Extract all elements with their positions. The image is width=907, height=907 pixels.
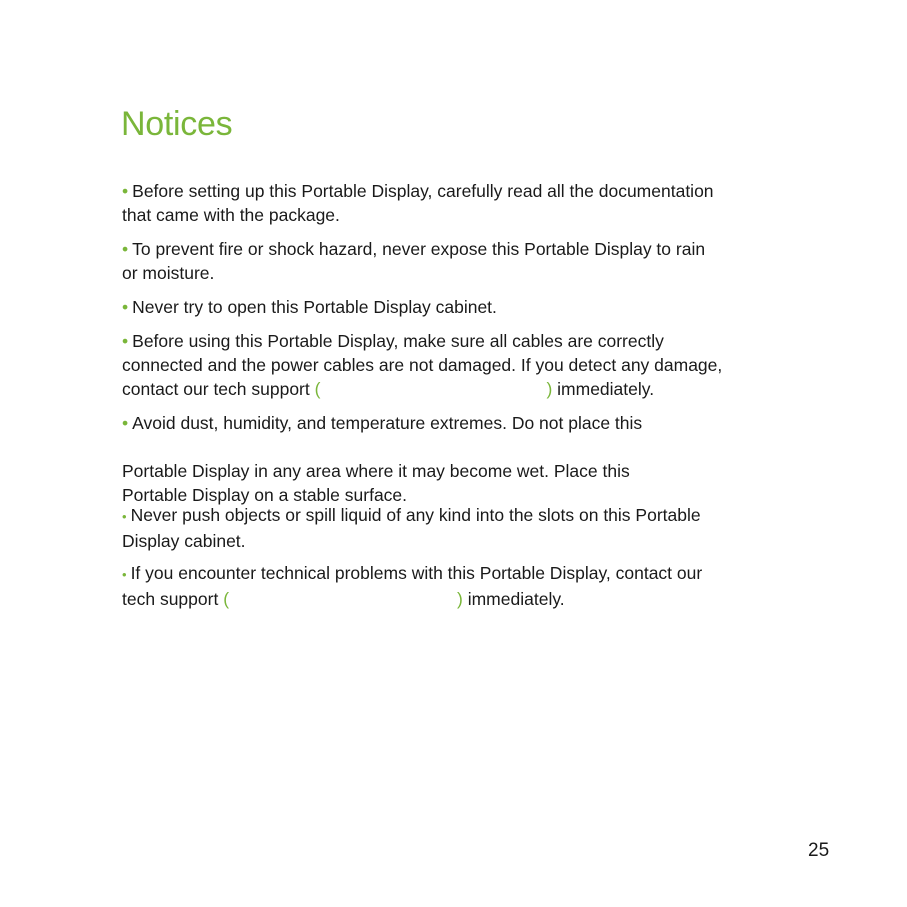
support-suffix: immediately. [467,589,565,609]
support-prefix: contact our tech support [122,379,310,399]
support-suffix: immediately. [557,379,655,399]
notice-text: Never try to open this Portable Display cabinet. [132,297,497,317]
bullet-icon: • [122,413,129,433]
notice-item [122,503,782,553]
notice-text: Avoid dust, humidity, and temperature extremes. Do not place this [132,413,643,433]
notice-text: Portable Display in any area where it may become wet. Place this [122,461,630,481]
notice-text: Display cabinet. [122,531,246,551]
notice-item [122,411,782,507]
notice-item [122,561,782,611]
notice-text: To prevent fire or shock hazard, never expose this Portable Display to rain [132,239,706,259]
notice-text: connected and the power cables are not damaged. If you detect any damage, [122,355,723,375]
bullet-icon: • [122,181,129,201]
close-paren: ) [546,379,553,399]
notice-text: Never push objects or spill liquid of any kind into the slots on this Portable [130,505,701,525]
notice-text: or moisture. [122,263,215,283]
notice-item [122,295,782,319]
bullet-icon: • [122,331,129,351]
open-paren: ( [314,379,321,399]
notice-text: Portable Display on a stable surface. [122,485,408,505]
notice-text: If you encounter technical problems with this Portable Display, contact our [130,563,703,583]
notice-item [122,179,782,227]
notice-item [122,237,782,285]
notice-item [122,329,782,401]
bullet-icon: • [122,567,127,582]
notice-text: Before using this Portable Display, make sure all cables are correctly [132,331,664,351]
close-paren: ) [457,589,463,609]
bullet-icon: • [122,297,129,317]
bullet-icon: • [122,509,127,524]
bullet-icon: • [122,239,129,259]
page-number: 25 [808,840,830,861]
open-paren: ( [223,589,230,609]
support-prefix: tech support [122,589,219,609]
page-title: Notices [121,105,233,143]
notice-text: that came with the package. [122,205,340,225]
notice-text: Before setting up this Portable Display, carefully read all the documentation [132,181,714,201]
